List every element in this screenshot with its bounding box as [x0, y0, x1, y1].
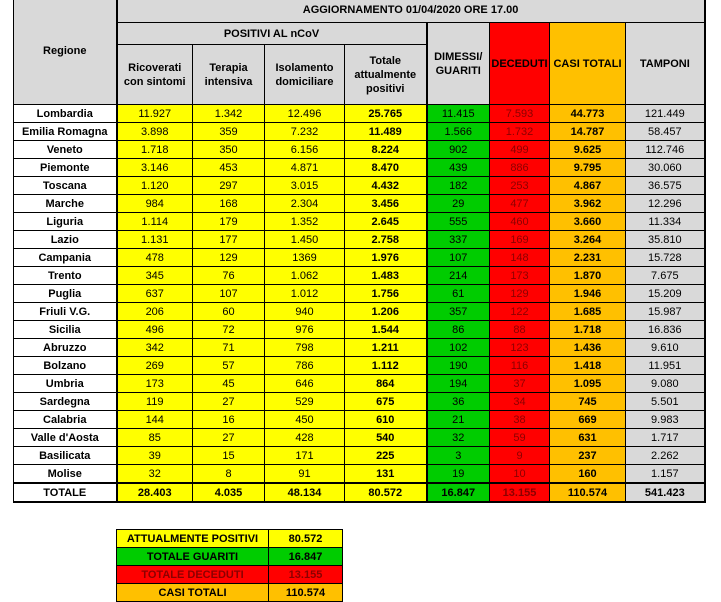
cell-ricoverati: 11.927	[117, 105, 193, 123]
cell-tamponi: 15.209	[626, 285, 705, 303]
cell-casi-totali: 745	[550, 393, 626, 411]
cell-ricoverati: 345	[117, 267, 193, 285]
total-tamponi: 541.423	[626, 483, 705, 502]
cell-tamponi: 11.951	[626, 357, 705, 375]
cell-casi-totali: 1.418	[550, 357, 626, 375]
cell-dimessi: 357	[427, 303, 490, 321]
summary-value: 80.572	[269, 530, 343, 548]
cell-dimessi: 19	[427, 465, 490, 484]
cell-totale-positivi: 1.112	[345, 357, 427, 375]
cell-dimessi: 32	[427, 429, 490, 447]
total-dimessi: 16.847	[427, 483, 490, 502]
cell-totale-positivi: 225	[345, 447, 427, 465]
summary-row	[117, 566, 343, 584]
cell-casi-totali: 44.773	[550, 105, 626, 123]
cell-deceduti: 886	[490, 159, 550, 177]
cell-dimessi: 61	[427, 285, 490, 303]
cell-ricoverati: 1.718	[117, 141, 193, 159]
cell-casi-totali: 1.685	[550, 303, 626, 321]
cell-totale-positivi: 1.206	[345, 303, 427, 321]
cell-tamponi: 15.728	[626, 249, 705, 267]
table-row	[14, 159, 705, 177]
cell-deceduti: 123	[490, 339, 550, 357]
cell-isolamento: 7.232	[265, 123, 345, 141]
cell-totale-positivi: 11.489	[345, 123, 427, 141]
cell-region: Trento	[14, 267, 117, 285]
cell-terapia: 72	[193, 321, 265, 339]
table-row	[14, 465, 705, 484]
cell-casi-totali: 9.625	[550, 141, 626, 159]
cell-isolamento: 1369	[265, 249, 345, 267]
cell-casi-totali: 3.962	[550, 195, 626, 213]
cell-dimessi: 190	[427, 357, 490, 375]
cell-region: Emilia Romagna	[14, 123, 117, 141]
header-terapia: Terapia intensiva	[193, 45, 265, 105]
cell-isolamento: 1.450	[265, 231, 345, 249]
cell-isolamento: 91	[265, 465, 345, 484]
cell-tamponi: 9.080	[626, 375, 705, 393]
cell-ricoverati: 478	[117, 249, 193, 267]
cell-region: Bolzano	[14, 357, 117, 375]
cell-ricoverati: 1.120	[117, 177, 193, 195]
cell-ricoverati: 1.114	[117, 213, 193, 231]
cell-terapia: 179	[193, 213, 265, 231]
cell-totale-positivi: 610	[345, 411, 427, 429]
cell-region: Marche	[14, 195, 117, 213]
cell-totale-positivi: 1.211	[345, 339, 427, 357]
cell-region: Sicilia	[14, 321, 117, 339]
cell-terapia: 359	[193, 123, 265, 141]
total-row	[14, 483, 705, 502]
table-row	[14, 393, 705, 411]
cell-deceduti: 253	[490, 177, 550, 195]
header-totale-positivi: Totale attualmente positivi	[345, 45, 427, 105]
cell-casi-totali: 631	[550, 429, 626, 447]
table-row	[14, 447, 705, 465]
cell-ricoverati: 144	[117, 411, 193, 429]
table-row	[14, 285, 705, 303]
cell-deceduti: 9	[490, 447, 550, 465]
cell-dimessi: 555	[427, 213, 490, 231]
cell-deceduti: 7.593	[490, 105, 550, 123]
table-row	[14, 231, 705, 249]
cell-isolamento: 428	[265, 429, 345, 447]
cell-isolamento: 4.871	[265, 159, 345, 177]
cell-isolamento: 6.156	[265, 141, 345, 159]
cell-terapia: 297	[193, 177, 265, 195]
cell-deceduti: 122	[490, 303, 550, 321]
cell-ricoverati: 637	[117, 285, 193, 303]
cell-region: Lazio	[14, 231, 117, 249]
cell-terapia: 8	[193, 465, 265, 484]
cell-dimessi: 86	[427, 321, 490, 339]
cell-dimessi: 902	[427, 141, 490, 159]
cell-terapia: 453	[193, 159, 265, 177]
cell-deceduti: 477	[490, 195, 550, 213]
cell-deceduti: 173	[490, 267, 550, 285]
cell-casi-totali: 3.264	[550, 231, 626, 249]
cell-tamponi: 121.449	[626, 105, 705, 123]
cell-dimessi: 11.415	[427, 105, 490, 123]
cell-isolamento: 529	[265, 393, 345, 411]
cell-tamponi: 12.296	[626, 195, 705, 213]
header-isolamento: Isolamento domiciliare	[265, 45, 345, 105]
cell-casi-totali: 4.867	[550, 177, 626, 195]
cell-isolamento: 786	[265, 357, 345, 375]
cell-isolamento: 12.496	[265, 105, 345, 123]
cell-deceduti: 148	[490, 249, 550, 267]
cell-tamponi: 7.675	[626, 267, 705, 285]
cell-ricoverati: 206	[117, 303, 193, 321]
cell-ricoverati: 269	[117, 357, 193, 375]
cell-dimessi: 439	[427, 159, 490, 177]
summary-label: ATTUALMENTE POSITIVI	[117, 530, 269, 548]
cell-casi-totali: 160	[550, 465, 626, 484]
table-row	[14, 411, 705, 429]
cell-region: Campania	[14, 249, 117, 267]
table-row	[14, 303, 705, 321]
cell-isolamento: 2.304	[265, 195, 345, 213]
table-row	[14, 177, 705, 195]
cell-ricoverati: 39	[117, 447, 193, 465]
header-dimessi: DIMESSI/ GUARITI	[427, 23, 490, 105]
cell-region: Abruzzo	[14, 339, 117, 357]
cell-tamponi: 9.610	[626, 339, 705, 357]
cell-isolamento: 976	[265, 321, 345, 339]
cell-totale-positivi: 540	[345, 429, 427, 447]
cell-isolamento: 1.012	[265, 285, 345, 303]
cell-ricoverati: 496	[117, 321, 193, 339]
cell-terapia: 27	[193, 393, 265, 411]
cell-ricoverati: 342	[117, 339, 193, 357]
total-region: TOTALE	[14, 483, 117, 502]
summary-value: 110.574	[269, 584, 343, 602]
cell-isolamento: 171	[265, 447, 345, 465]
cell-region: Sardegna	[14, 393, 117, 411]
cell-dimessi: 1.566	[427, 123, 490, 141]
cell-totale-positivi: 131	[345, 465, 427, 484]
cell-totale-positivi: 8.224	[345, 141, 427, 159]
cell-terapia: 129	[193, 249, 265, 267]
cell-totale-positivi: 675	[345, 393, 427, 411]
cell-ricoverati: 1.131	[117, 231, 193, 249]
cell-tamponi: 5.501	[626, 393, 705, 411]
cell-dimessi: 214	[427, 267, 490, 285]
cell-terapia: 60	[193, 303, 265, 321]
cell-totale-positivi: 1.544	[345, 321, 427, 339]
table-row	[14, 105, 705, 123]
cell-deceduti: 460	[490, 213, 550, 231]
cell-casi-totali: 1.436	[550, 339, 626, 357]
cell-dimessi: 182	[427, 177, 490, 195]
cell-totale-positivi: 25.765	[345, 105, 427, 123]
cell-totale-positivi: 2.645	[345, 213, 427, 231]
cell-deceduti: 34	[490, 393, 550, 411]
cell-casi-totali: 1.718	[550, 321, 626, 339]
cell-isolamento: 1.352	[265, 213, 345, 231]
cell-tamponi: 16.836	[626, 321, 705, 339]
cell-ricoverati: 85	[117, 429, 193, 447]
summary-row	[117, 530, 343, 548]
cell-isolamento: 3.015	[265, 177, 345, 195]
cell-region: Basilicata	[14, 447, 117, 465]
cell-totale-positivi: 1.756	[345, 285, 427, 303]
header-positivi: POSITIVI AL nCoV	[117, 23, 427, 45]
cell-terapia: 168	[193, 195, 265, 213]
cell-deceduti: 116	[490, 357, 550, 375]
table-row	[14, 375, 705, 393]
header-tamponi: TAMPONI	[626, 23, 705, 105]
table-row	[14, 267, 705, 285]
cell-ricoverati: 3.898	[117, 123, 193, 141]
cell-terapia: 15	[193, 447, 265, 465]
cell-terapia: 177	[193, 231, 265, 249]
header-deceduti: DECEDUTI	[490, 23, 550, 105]
summary-label: TOTALE DECEDUTI	[117, 566, 269, 584]
cell-terapia: 45	[193, 375, 265, 393]
total-totale-positivi: 80.572	[345, 483, 427, 502]
cell-dimessi: 194	[427, 375, 490, 393]
cell-isolamento: 1.062	[265, 267, 345, 285]
cell-deceduti: 59	[490, 429, 550, 447]
summary-label: CASI TOTALI	[117, 584, 269, 602]
cell-isolamento: 450	[265, 411, 345, 429]
table-row	[14, 321, 705, 339]
cell-region: Umbria	[14, 375, 117, 393]
cell-terapia: 27	[193, 429, 265, 447]
header-regione: Regione	[14, 0, 117, 105]
total-casi-totali: 110.574	[550, 483, 626, 502]
cell-totale-positivi: 3.456	[345, 195, 427, 213]
cell-isolamento: 646	[265, 375, 345, 393]
cell-tamponi: 1.717	[626, 429, 705, 447]
total-ricoverati: 28.403	[117, 483, 193, 502]
cell-dimessi: 102	[427, 339, 490, 357]
table-row	[14, 249, 705, 267]
total-deceduti: 13.155	[490, 483, 550, 502]
cell-casi-totali: 14.787	[550, 123, 626, 141]
table-row	[14, 357, 705, 375]
cell-deceduti: 499	[490, 141, 550, 159]
summary-label: TOTALE GUARITI	[117, 548, 269, 566]
summary-row	[117, 548, 343, 566]
cell-terapia: 76	[193, 267, 265, 285]
cell-ricoverati: 173	[117, 375, 193, 393]
cell-dimessi: 107	[427, 249, 490, 267]
cell-tamponi: 35.810	[626, 231, 705, 249]
cell-tamponi: 11.334	[626, 213, 705, 231]
covid-regional-table	[13, 0, 706, 503]
cell-totale-positivi: 2.758	[345, 231, 427, 249]
cell-region: Veneto	[14, 141, 117, 159]
cell-deceduti: 1.732	[490, 123, 550, 141]
cell-region: Friuli V.G.	[14, 303, 117, 321]
cell-ricoverati: 984	[117, 195, 193, 213]
cell-terapia: 57	[193, 357, 265, 375]
header-ricoverati: Ricoverati con sintomi	[117, 45, 193, 105]
summary-table	[116, 529, 343, 602]
cell-tamponi: 1.157	[626, 465, 705, 484]
cell-casi-totali: 2.231	[550, 249, 626, 267]
total-terapia: 4.035	[193, 483, 265, 502]
table-row	[14, 123, 705, 141]
cell-region: Valle d'Aosta	[14, 429, 117, 447]
cell-ricoverati: 119	[117, 393, 193, 411]
cell-tamponi: 30.060	[626, 159, 705, 177]
cell-terapia: 71	[193, 339, 265, 357]
table-row	[14, 195, 705, 213]
cell-tamponi: 9.983	[626, 411, 705, 429]
cell-ricoverati: 32	[117, 465, 193, 484]
cell-casi-totali: 1.095	[550, 375, 626, 393]
cell-terapia: 1.342	[193, 105, 265, 123]
cell-casi-totali: 669	[550, 411, 626, 429]
cell-region: Molise	[14, 465, 117, 484]
cell-region: Liguria	[14, 213, 117, 231]
cell-isolamento: 798	[265, 339, 345, 357]
cell-casi-totali: 1.870	[550, 267, 626, 285]
cell-terapia: 107	[193, 285, 265, 303]
table-row	[14, 213, 705, 231]
header-casi-totali: CASI TOTALI	[550, 23, 626, 105]
table-row	[14, 339, 705, 357]
cell-ricoverati: 3.146	[117, 159, 193, 177]
cell-casi-totali: 3.660	[550, 213, 626, 231]
table-row	[14, 429, 705, 447]
cell-dimessi: 21	[427, 411, 490, 429]
cell-tamponi: 58.457	[626, 123, 705, 141]
cell-dimessi: 337	[427, 231, 490, 249]
cell-totale-positivi: 4.432	[345, 177, 427, 195]
cell-terapia: 16	[193, 411, 265, 429]
cell-casi-totali: 237	[550, 447, 626, 465]
cell-tamponi: 2.262	[626, 447, 705, 465]
cell-deceduti: 169	[490, 231, 550, 249]
cell-casi-totali: 9.795	[550, 159, 626, 177]
cell-deceduti: 129	[490, 285, 550, 303]
cell-deceduti: 38	[490, 411, 550, 429]
cell-dimessi: 36	[427, 393, 490, 411]
cell-tamponi: 112.746	[626, 141, 705, 159]
cell-isolamento: 940	[265, 303, 345, 321]
summary-value: 13.155	[269, 566, 343, 584]
cell-totale-positivi: 1.976	[345, 249, 427, 267]
table-title: AGGIORNAMENTO 01/04/2020 ORE 17.00	[117, 0, 705, 23]
cell-tamponi: 36.575	[626, 177, 705, 195]
cell-region: Calabria	[14, 411, 117, 429]
cell-terapia: 350	[193, 141, 265, 159]
cell-deceduti: 10	[490, 465, 550, 484]
cell-casi-totali: 1.946	[550, 285, 626, 303]
cell-dimessi: 3	[427, 447, 490, 465]
cell-deceduti: 88	[490, 321, 550, 339]
cell-dimessi: 29	[427, 195, 490, 213]
cell-totale-positivi: 8.470	[345, 159, 427, 177]
cell-region: Toscana	[14, 177, 117, 195]
cell-region: Piemonte	[14, 159, 117, 177]
summary-row	[117, 584, 343, 602]
cell-region: Puglia	[14, 285, 117, 303]
summary-value: 16.847	[269, 548, 343, 566]
cell-totale-positivi: 864	[345, 375, 427, 393]
cell-tamponi: 15.987	[626, 303, 705, 321]
cell-region: Lombardia	[14, 105, 117, 123]
total-isolamento: 48.134	[265, 483, 345, 502]
cell-totale-positivi: 1.483	[345, 267, 427, 285]
table-row	[14, 141, 705, 159]
cell-deceduti: 37	[490, 375, 550, 393]
